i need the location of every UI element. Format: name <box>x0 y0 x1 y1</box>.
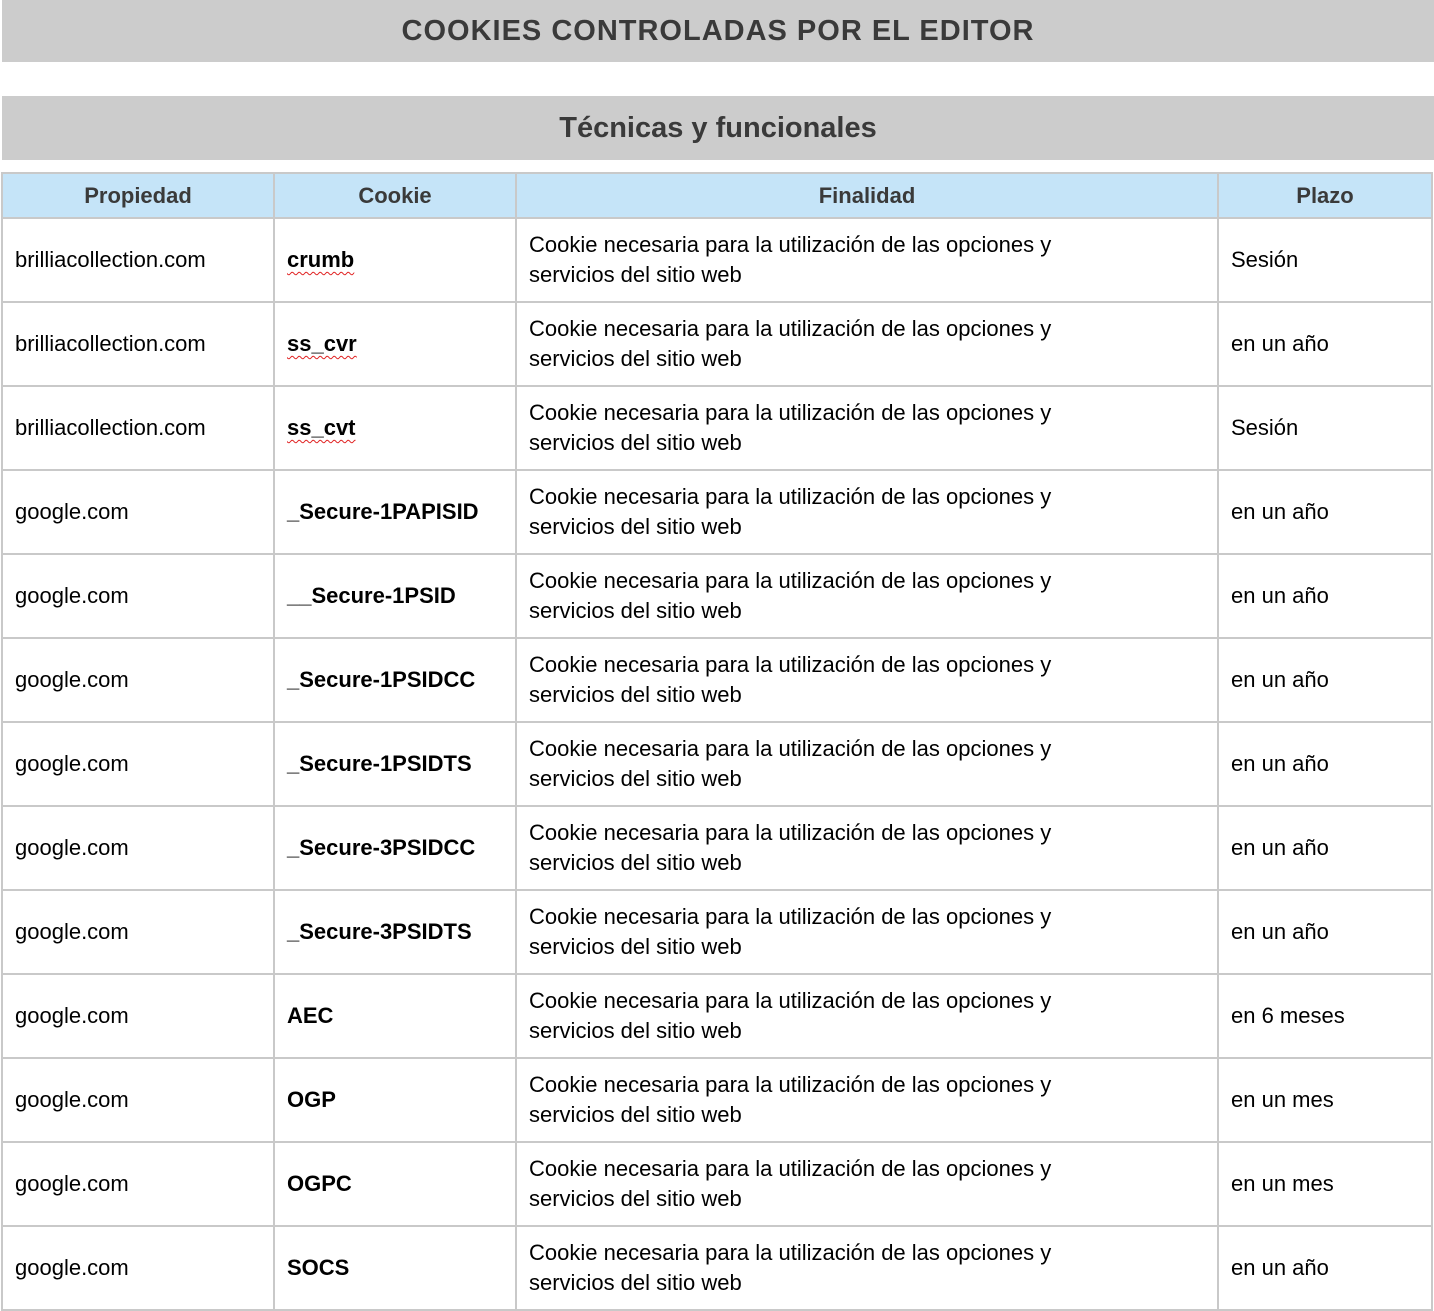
table-row <box>2 470 1432 554</box>
column-header-cookie: Cookie <box>274 173 516 218</box>
column-header-plazo: Plazo <box>1218 173 1432 218</box>
cell-propiedad: google.com <box>2 1226 274 1310</box>
cell-finalidad: Cookie necesaria para la utilización de las opciones y servicios del sitio web <box>516 806 1218 890</box>
cell-cookie: _Secure-3PSIDCC <box>274 806 516 890</box>
cell-propiedad: google.com <box>2 1058 274 1142</box>
cell-finalidad: Cookie necesaria para la utilización de las opciones y servicios del sitio web <box>516 1142 1218 1226</box>
cell-propiedad: google.com <box>2 1142 274 1226</box>
table-row <box>2 806 1432 890</box>
table-row <box>2 554 1432 638</box>
cell-propiedad: google.com <box>2 806 274 890</box>
cell-plazo: Sesión <box>1218 218 1432 302</box>
section-title-banner <box>2 96 1434 160</box>
cell-propiedad: google.com <box>2 470 274 554</box>
cell-propiedad: google.com <box>2 890 274 974</box>
cell-finalidad: Cookie necesaria para la utilización de las opciones y servicios del sitio web <box>516 890 1218 974</box>
cell-finalidad: Cookie necesaria para la utilización de las opciones y servicios del sitio web <box>516 470 1218 554</box>
cell-plazo: en un año <box>1218 470 1432 554</box>
cell-finalidad: Cookie necesaria para la utilización de las opciones y servicios del sitio web <box>516 554 1218 638</box>
cell-finalidad: Cookie necesaria para la utilización de las opciones y servicios del sitio web <box>516 1226 1218 1310</box>
page-title-banner <box>2 0 1434 62</box>
cell-finalidad: Cookie necesaria para la utilización de las opciones y servicios del sitio web <box>516 1058 1218 1142</box>
cell-finalidad: Cookie necesaria para la utilización de las opciones y servicios del sitio web <box>516 722 1218 806</box>
table-header <box>2 173 1432 218</box>
cell-cookie <box>274 302 516 386</box>
page-title: COOKIES CONTROLADAS POR EL EDITOR <box>401 14 1035 47</box>
cell-plazo: en un año <box>1218 722 1432 806</box>
cell-cookie: OGPC <box>274 1142 516 1226</box>
cell-cookie: _Secure-1PSIDCC <box>274 638 516 722</box>
table-row <box>2 974 1432 1058</box>
cell-cookie <box>274 218 516 302</box>
cell-cookie: _Secure-1PSIDTS <box>274 722 516 806</box>
table-row <box>2 386 1432 470</box>
cell-plazo: en un año <box>1218 638 1432 722</box>
cookies-table <box>1 172 1433 1311</box>
cookie-name-text: ss_cvr <box>287 331 357 356</box>
section-title: Técnicas y funcionales <box>559 111 877 144</box>
cookie-name-text: ss_cvt <box>287 415 356 440</box>
table-body <box>2 218 1432 1310</box>
cell-cookie: __Secure-1PSID <box>274 554 516 638</box>
cell-plazo: en un mes <box>1218 1058 1432 1142</box>
cell-cookie: _Secure-1PAPISID <box>274 470 516 554</box>
cell-plazo: en un año <box>1218 890 1432 974</box>
cell-plazo: en un año <box>1218 1226 1432 1310</box>
cell-cookie: SOCS <box>274 1226 516 1310</box>
cell-propiedad: google.com <box>2 722 274 806</box>
table-row <box>2 302 1432 386</box>
table-header-row <box>2 173 1432 218</box>
table-row <box>2 890 1432 974</box>
cell-propiedad: google.com <box>2 638 274 722</box>
cell-propiedad: google.com <box>2 554 274 638</box>
cell-plazo: en un año <box>1218 302 1432 386</box>
cell-cookie <box>274 386 516 470</box>
table-row <box>2 722 1432 806</box>
cell-plazo: en un mes <box>1218 1142 1432 1226</box>
cell-finalidad: Cookie necesaria para la utilización de las opciones y servicios del sitio web <box>516 386 1218 470</box>
table-row <box>2 638 1432 722</box>
cell-finalidad: Cookie necesaria para la utilización de las opciones y servicios del sitio web <box>516 302 1218 386</box>
cell-plazo: Sesión <box>1218 386 1432 470</box>
cell-plazo: en un año <box>1218 806 1432 890</box>
cell-cookie: OGP <box>274 1058 516 1142</box>
cell-propiedad: brilliacollection.com <box>2 386 274 470</box>
cell-finalidad: Cookie necesaria para la utilización de las opciones y servicios del sitio web <box>516 218 1218 302</box>
cell-cookie: _Secure-3PSIDTS <box>274 890 516 974</box>
cell-propiedad: brilliacollection.com <box>2 218 274 302</box>
column-header-finalidad: Finalidad <box>516 173 1218 218</box>
table-row <box>2 1226 1432 1310</box>
table-row <box>2 1058 1432 1142</box>
cell-plazo: en un año <box>1218 554 1432 638</box>
cell-finalidad: Cookie necesaria para la utilización de las opciones y servicios del sitio web <box>516 638 1218 722</box>
table-row <box>2 1142 1432 1226</box>
column-header-propiedad: Propiedad <box>2 173 274 218</box>
table-row <box>2 218 1432 302</box>
cookie-name-text: crumb <box>287 247 355 272</box>
cell-propiedad: google.com <box>2 974 274 1058</box>
cell-propiedad: brilliacollection.com <box>2 302 274 386</box>
cell-finalidad: Cookie necesaria para la utilización de las opciones y servicios del sitio web <box>516 974 1218 1058</box>
cell-plazo: en 6 meses <box>1218 974 1432 1058</box>
cell-cookie: AEC <box>274 974 516 1058</box>
